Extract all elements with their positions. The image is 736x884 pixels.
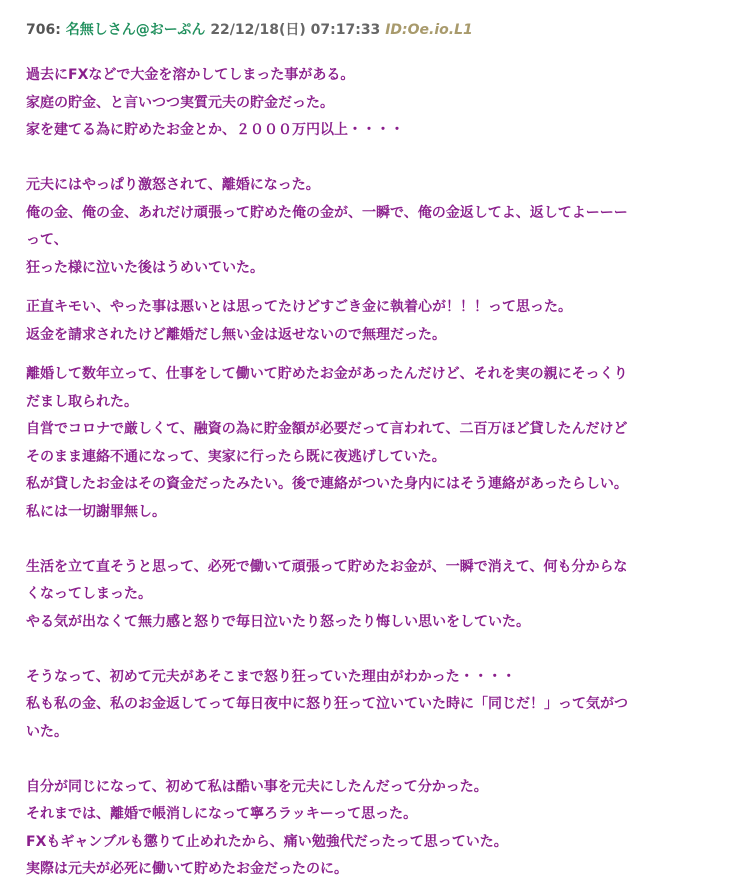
post-number[interactable]: 706:: [26, 22, 61, 38]
post-line: それまでは、離婚で帳消しになって寧ろラッキーって思った。: [26, 806, 418, 822]
post-line: やる気が出なくて無力感と怒りで毎日泣いたり怒ったり悔しい思いをしていた。: [26, 613, 530, 630]
poster-id[interactable]: ID:Oe.io.L1: [385, 22, 473, 38]
post-line: 正直キモい、やった事は悪いとは思ってたけどすごき金に執着心が！！！って思った。: [26, 299, 572, 315]
post-line: 生活を立て直そうと思って、必死で働いて頑張って貯めたお金が、一瞬で消えて、何も分からな: [26, 558, 628, 575]
poster-name: 名無しさん@おーぷん: [65, 22, 206, 38]
paragraph-break: [26, 636, 720, 664]
post-body: [26, 62, 720, 884]
post-line: くなってしまった。: [26, 586, 152, 602]
post-line: 狂った様に泣いた後はうめいていた。: [26, 259, 264, 276]
post-line: 自分が同じになって、初めて私は酷い事を元夫にしたんだって分かった。: [26, 778, 488, 795]
post-line: そうなって、初めて元夫があそこまで怒り狂っていた理由がわかった・・・・: [26, 668, 516, 685]
post-line: 元夫にはやっぱり激怒されて、離婚になった。: [26, 177, 320, 193]
post-line: 俺の金、俺の金、あれだけ頑張って貯めた俺の金が、一瞬で、俺の金返してよ、返してよーーー: [26, 204, 628, 221]
post-line: 私には一切謝罪無し。: [26, 503, 166, 520]
post-line: 家庭の貯金、と言いつつ実質元夫の貯金だった。: [26, 94, 334, 111]
post-line: だまし取られた。: [26, 393, 138, 410]
post-line: 家を建てる為に貯めたお金とか、２０００万円以上・・・・: [26, 122, 404, 138]
post-line: 実際は元夫が必死に働いて貯めたお金だったのに。: [26, 861, 348, 877]
post-header: [26, 20, 720, 44]
post-line: いた。: [26, 723, 68, 740]
paragraph-break: [26, 746, 720, 774]
post-line: 私も私の金、私のお金返してって毎日夜中に怒り狂って泣いていた時に「同じだ！」って気がつ: [26, 696, 628, 712]
paragraph-break: [26, 145, 720, 173]
paragraph-break: [26, 349, 720, 361]
post-line: 過去にFXなどで大金を溶かしてしまった事がある。: [26, 67, 355, 83]
post-line: 自営でコロナで厳しくて、融資の為に貯金額が必要だって言われて、二百万ほど貸したんだけど: [26, 421, 628, 437]
paragraph-break: [26, 282, 720, 294]
post-date: 22/12/18(日) 07:17:33: [210, 22, 381, 38]
post-line: 返金を請求されたけど離婚だし無い金は返せないので無理だった。: [26, 326, 446, 343]
post-line: 離婚して数年立って、仕事をして働いて貯めたお金があったんだけど、それを実の親にそっくり: [26, 366, 628, 382]
post-line: FXもギャンブルも懲りて止めれたから、痛い勉強代だったって思っていた。: [26, 833, 508, 850]
post-line: そのまま連絡不通になって、実家に行ったら既に夜逃げしていた。: [26, 448, 446, 465]
paragraph-break: [26, 526, 720, 554]
post-line: 私が貸したお金はその資金だったみたい。後で連絡がついた身内にはそう連絡があったらしい。: [26, 476, 628, 492]
post-line: って、: [26, 232, 68, 248]
